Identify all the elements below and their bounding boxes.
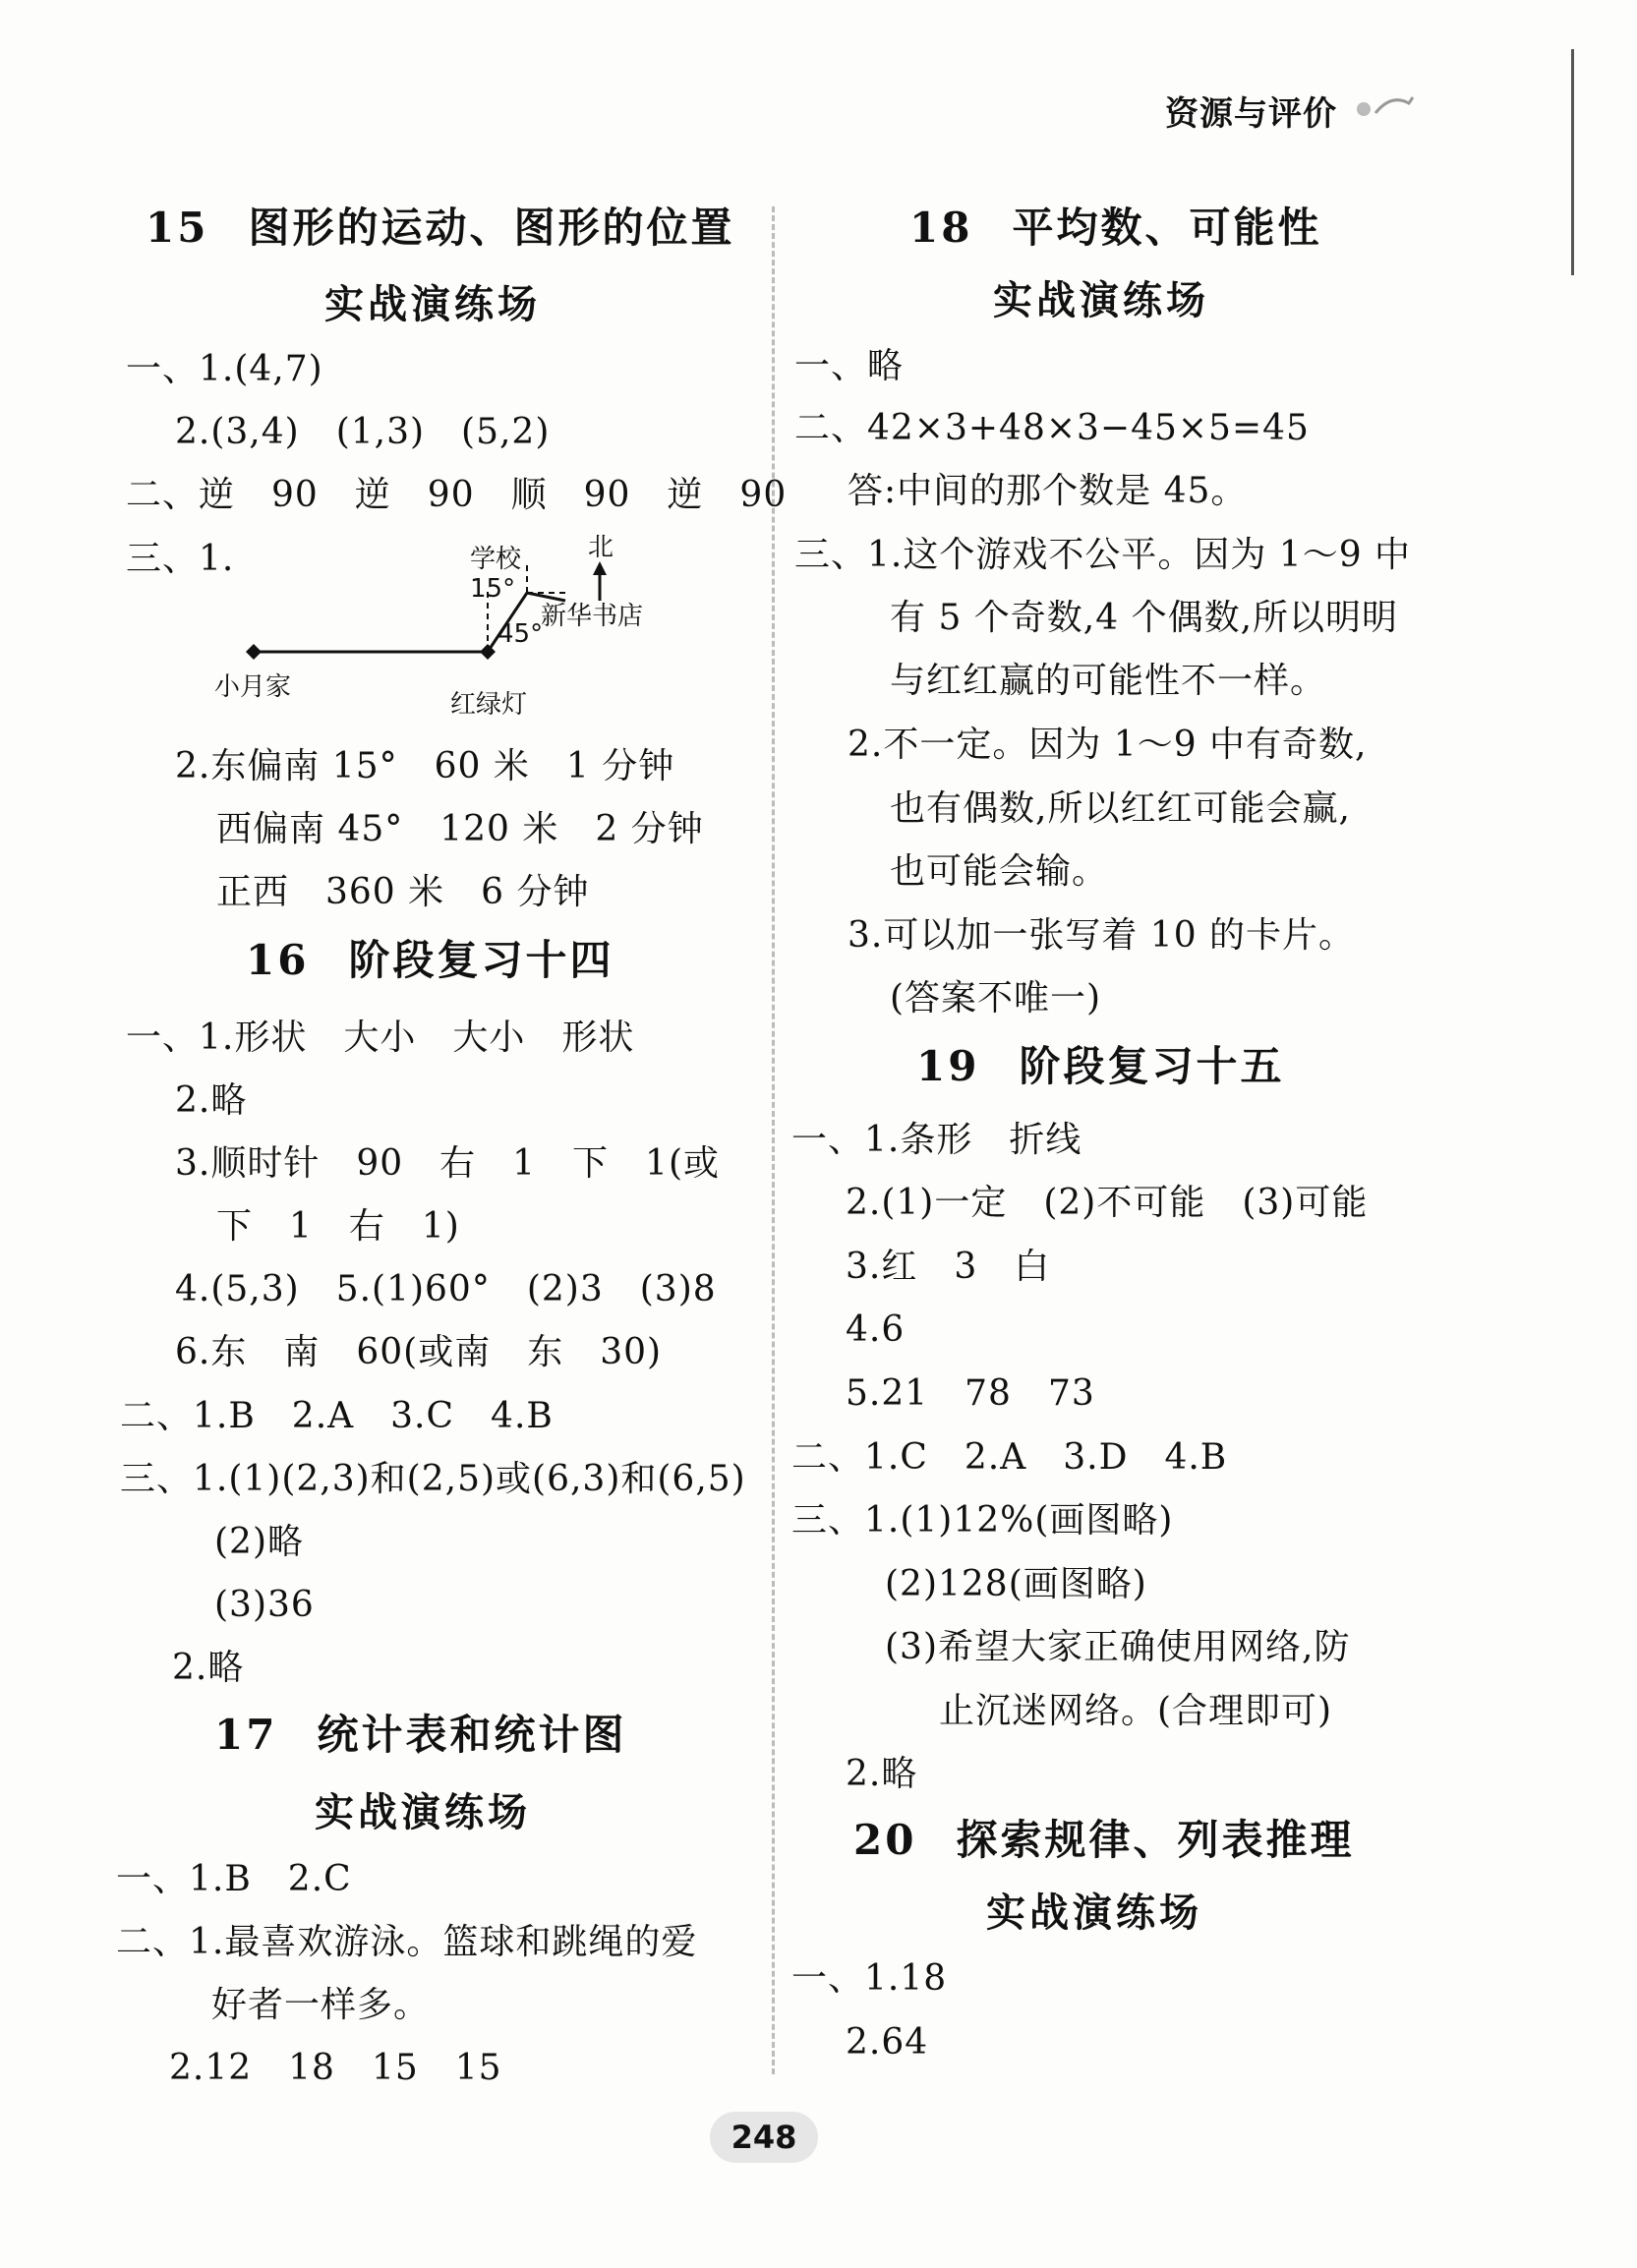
answer-line: 西偏南 45° 120 米 2 分钟 <box>216 809 704 849</box>
answer-line: 下 1 右 1) <box>216 1206 460 1247</box>
section-number: 17 <box>214 1711 278 1759</box>
answer-line: 止沉迷网络。(合理即可) <box>939 1691 1333 1731</box>
answer-line: (3)希望大家正确使用网络,防 <box>885 1627 1351 1667</box>
answer-line: (2)128(画图略) <box>885 1564 1147 1604</box>
section-20-title <box>853 1814 1354 1867</box>
section-15-subtitle: 实战演练场 <box>324 282 541 327</box>
label-school: 学校 <box>470 545 522 574</box>
answer-line: 一、1.B 2.C <box>116 1859 352 1899</box>
answer-line: 2.东偏南 15° 60 米 1 分钟 <box>175 746 675 786</box>
answer-line: (答案不唯一) <box>890 978 1102 1018</box>
answer-line: 2.64 <box>846 2022 929 2063</box>
section-number: 18 <box>909 204 973 252</box>
section-number: 19 <box>916 1042 980 1090</box>
label-traffic-light: 红绿灯 <box>450 690 528 720</box>
section-17-subtitle: 实战演练场 <box>315 1790 531 1835</box>
answer-line: 有 5 个奇数,4 个偶数,所以明明 <box>890 598 1399 638</box>
answer-line: 2.(3,4) (1,3) (5,2) <box>175 412 551 452</box>
answer-line: 答:中间的那个数是 45。 <box>848 471 1248 511</box>
north-arrow-icon <box>593 561 607 575</box>
answer-line: 三、1. <box>126 539 235 579</box>
label-north: 北 <box>588 533 614 562</box>
answer-line: 也可能会输。 <box>890 851 1109 892</box>
home-marker-icon <box>246 644 262 660</box>
answer-line: 2.略 <box>846 1754 918 1794</box>
answer-line: 一、1.(4,7) <box>126 349 323 389</box>
answer-line: 好者一样多。 <box>211 1985 431 2025</box>
answer-line: 二、1.最喜欢游泳。篮球和跳绳的爱 <box>116 1922 698 1962</box>
header-decoration-icon <box>1352 84 1431 133</box>
answer-line: 二、1.B 2.A 3.C 4.B <box>120 1396 554 1436</box>
answer-line: 三、1.(1)(2,3)和(2,5)或(6,3)和(6,5) <box>120 1459 746 1499</box>
section-18-title <box>909 202 1321 255</box>
label-angle-15: 15° <box>470 574 516 604</box>
section-17-title <box>214 1709 626 1762</box>
section-title-text: 阶段复习十五 <box>1019 1042 1285 1090</box>
route-line-bookstore <box>527 593 565 601</box>
answer-line: 二、1.C 2.A 3.D 4.B <box>791 1437 1228 1478</box>
section-15-title <box>146 202 734 255</box>
section-title-text: 统计表和统计图 <box>317 1711 627 1759</box>
answer-line: 一、1.18 <box>791 1958 948 1999</box>
label-angle-45: 45° <box>497 619 544 649</box>
answer-line: 二、逆 90 逆 90 顺 90 逆 90 <box>126 475 788 515</box>
section-16-title <box>246 934 614 987</box>
answer-line: 4.(5,3) 5.(1)60° (2)3 (3)8 <box>175 1269 717 1309</box>
answer-line: 与红红赢的可能性不一样。 <box>890 661 1327 701</box>
answer-line: 3.红 3 白 <box>846 1247 1051 1287</box>
answer-line: 2.(1)一定 (2)不可能 (3)可能 <box>846 1183 1369 1223</box>
answer-line: 一、1.形状 大小 大小 形状 <box>126 1018 635 1058</box>
section-title-text: 图形的运动、图形的位置 <box>248 204 735 252</box>
light-marker-icon <box>480 644 496 660</box>
header-title: 资源与评价 <box>1165 94 1337 134</box>
section-number: 20 <box>853 1816 917 1864</box>
section-title-text: 探索规律、列表推理 <box>956 1816 1355 1864</box>
answer-line: 也有偶数,所以红红可能会赢, <box>890 788 1351 829</box>
answer-line: (2)略 <box>214 1522 304 1562</box>
section-number: 15 <box>146 204 209 252</box>
answer-line: 6.东 南 60(或南 东 30) <box>175 1332 663 1372</box>
section-title-text: 平均数、可能性 <box>1012 204 1322 252</box>
answer-line: 三、1.这个游戏不公平。因为 1～9 中 <box>794 535 1412 575</box>
answer-line: 2.略 <box>172 1648 245 1688</box>
answer-line: 3.可以加一张写着 10 的卡片。 <box>848 915 1356 956</box>
section-number: 16 <box>246 936 310 984</box>
answer-line: 二、42×3+48×3−45×5=45 <box>794 408 1310 448</box>
answer-line: 一、略 <box>794 346 905 386</box>
route-diagram <box>206 526 678 723</box>
page-number: 248 <box>710 2112 818 2163</box>
answer-line: 正西 360 米 6 分钟 <box>216 872 590 912</box>
answer-line: 2.12 18 15 15 <box>169 2048 502 2088</box>
label-bookstore: 新华书店 <box>541 602 644 631</box>
section-title-text: 阶段复习十四 <box>348 936 614 984</box>
section-19-title <box>916 1040 1284 1093</box>
answer-line: (3)36 <box>214 1585 315 1625</box>
section-18-subtitle: 实战演练场 <box>993 278 1209 323</box>
page-edge-line <box>1571 49 1574 275</box>
answer-line: 4.6 <box>846 1309 906 1350</box>
answer-line: 3.顺时针 90 右 1 下 1(或 <box>175 1143 721 1184</box>
answer-line: 2.不一定。因为 1～9 中有奇数, <box>848 725 1368 765</box>
answer-line: 三、1.(1)12%(画图略) <box>791 1500 1174 1541</box>
answer-line: 5.21 78 73 <box>846 1373 1095 1414</box>
answer-line: 一、1.条形 折线 <box>791 1120 1082 1160</box>
section-20-subtitle: 实战演练场 <box>986 1890 1202 1936</box>
label-home: 小月家 <box>214 672 292 702</box>
answer-line: 2.略 <box>175 1080 248 1121</box>
